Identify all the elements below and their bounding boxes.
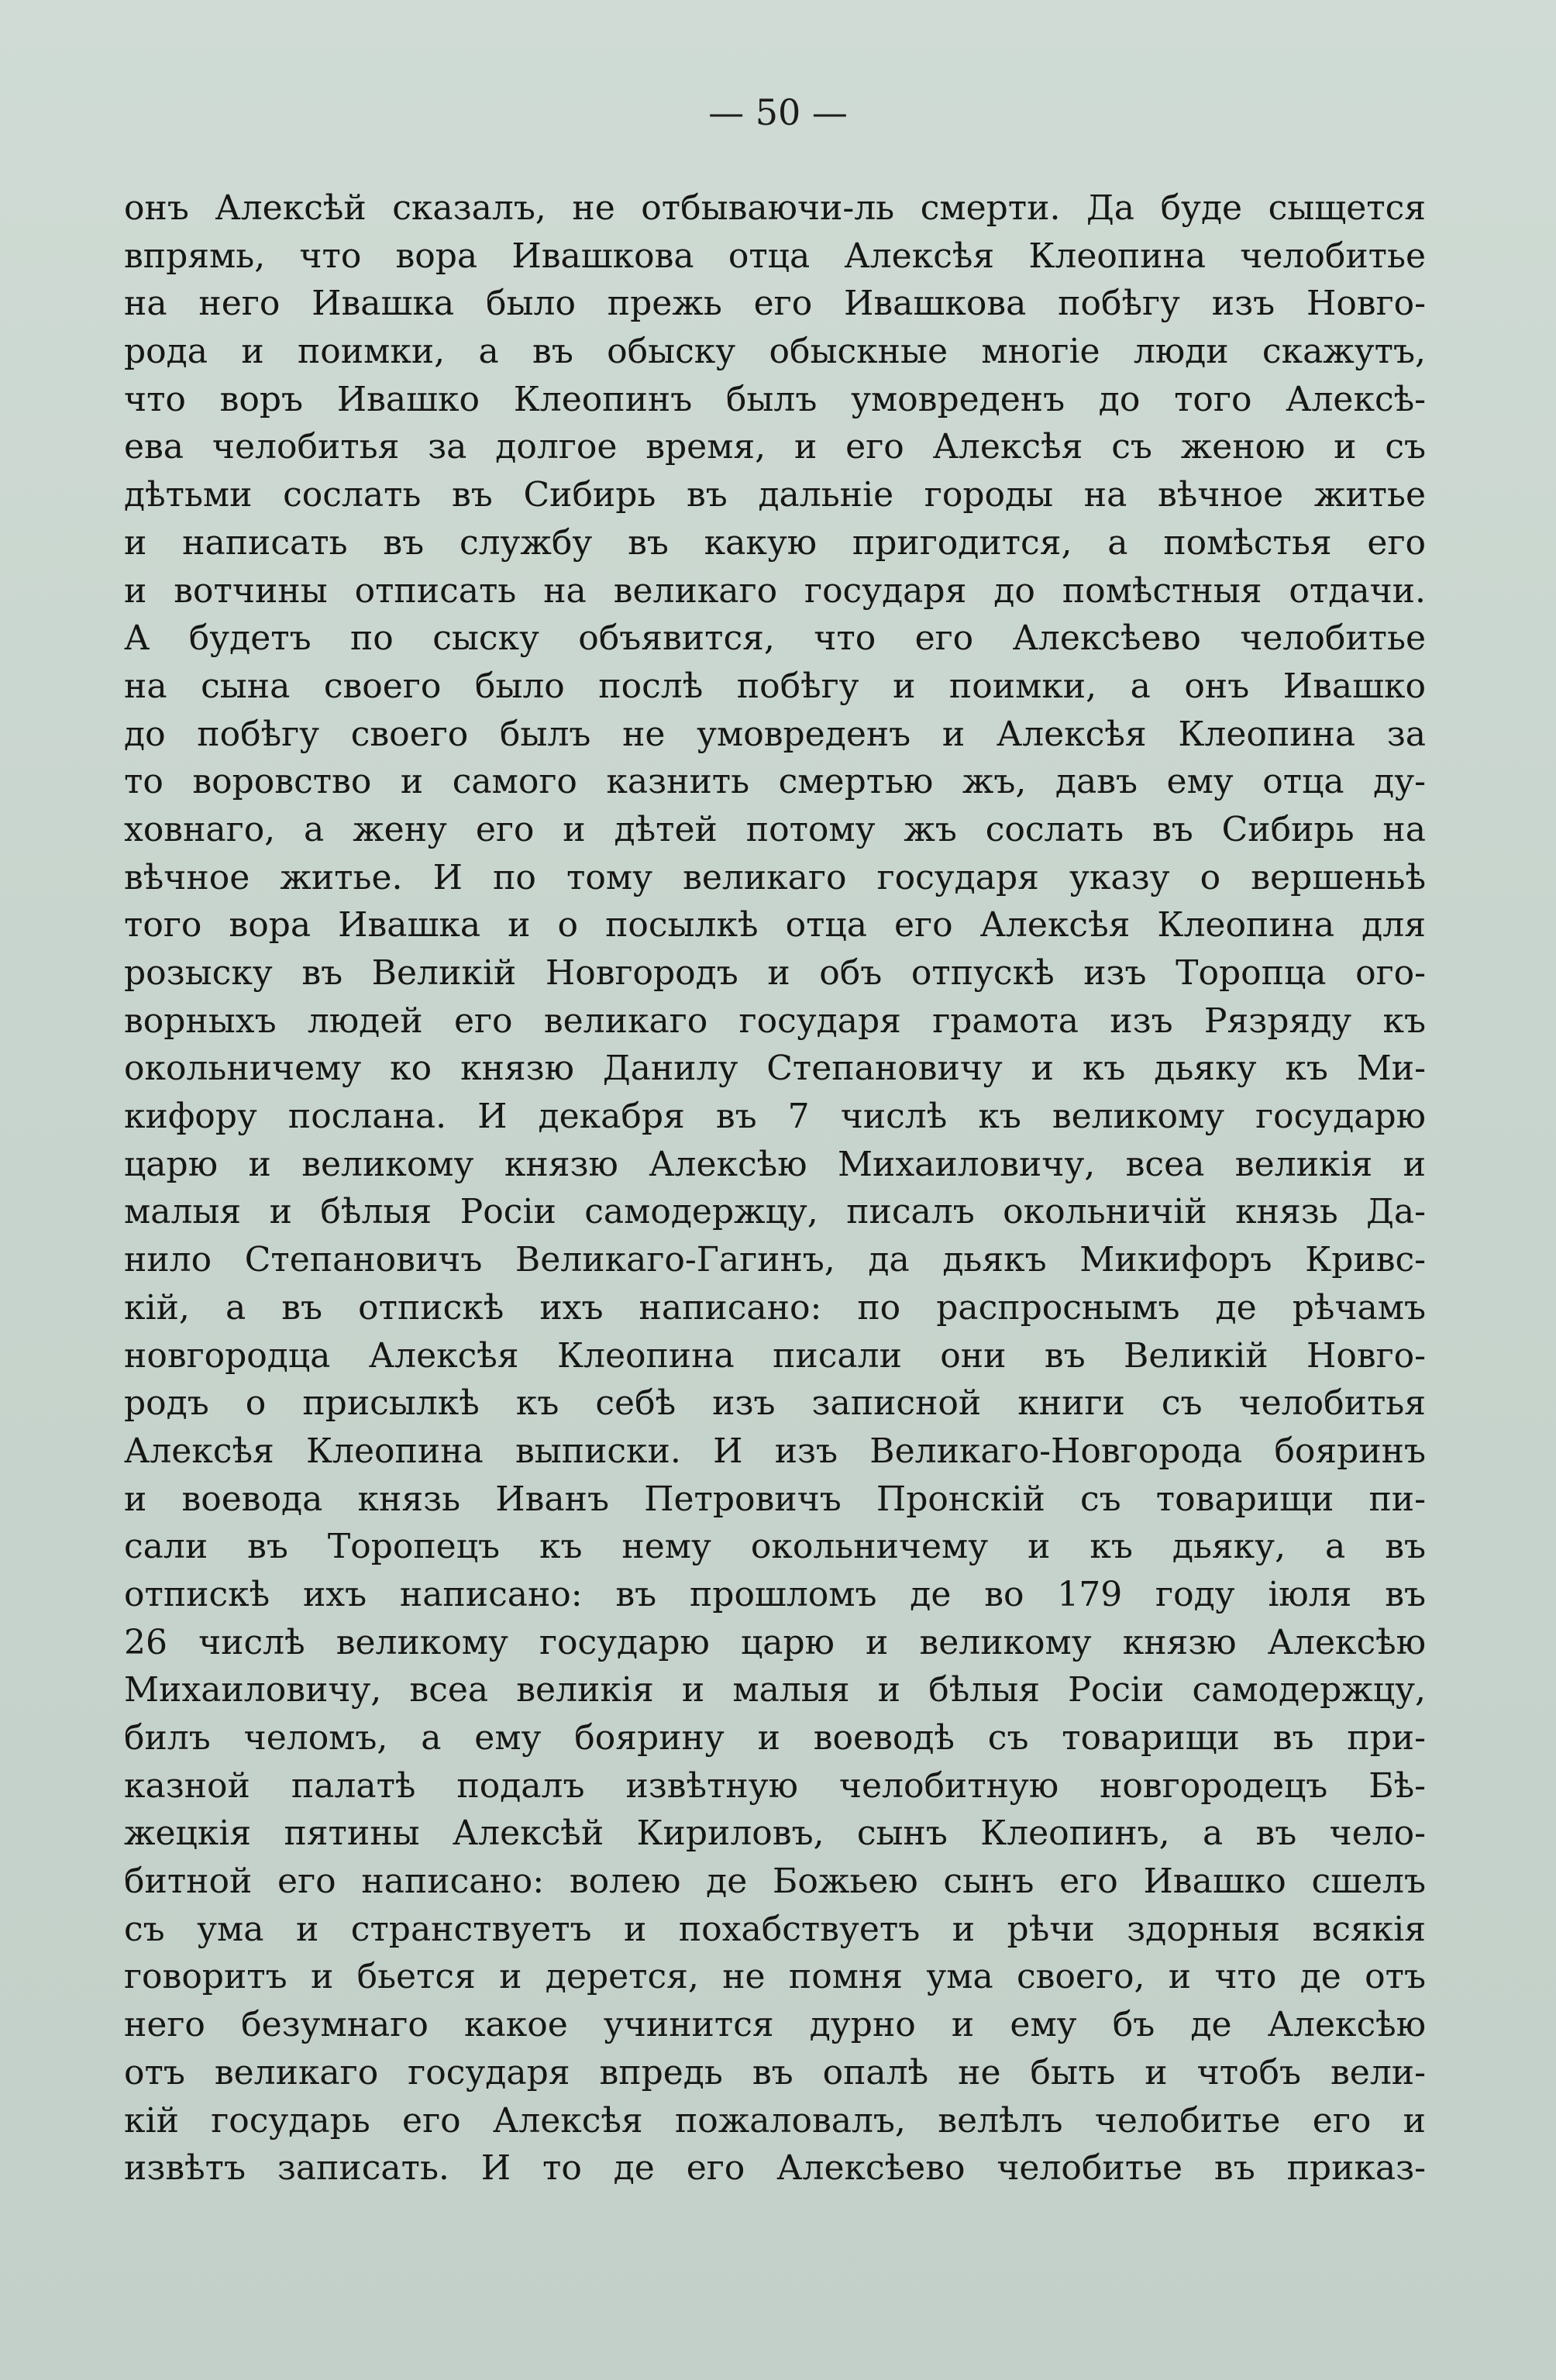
text-line: и написать въ службу въ какую пригодится, а помѣстья его: [124, 522, 1426, 563]
text-line: окольничему ко князю Данилу Степановичу и къ дьяку къ Ми-: [124, 1049, 1426, 1089]
text-line: и воевода князь Иванъ Петровичъ Пронскій съ товарищи пи-: [124, 1479, 1426, 1519]
text-line: вѣчное житье. И по тому великаго государя указу о вершеньѣ: [124, 857, 1426, 897]
text-line: сали въ Торопецъ къ нему окольничему и къ дьяку, а въ: [124, 1527, 1426, 1567]
text-line: ева челобитья за долгое время, и его Алексѣя съ женою и съ: [124, 427, 1426, 467]
text-line: на сына своего было послѣ побѣгу и поимки, а онъ Ивашко: [124, 666, 1426, 706]
text-line: кифору послана. И декабря въ 7 числѣ къ великому государю: [124, 1097, 1426, 1137]
page-number: — 50 —: [708, 91, 848, 133]
text-line: А будетъ по сыску объявится, что его Алексѣево челобитье: [124, 618, 1426, 659]
text-line: него безумнаго какое учинится дурно и ему бъ де Алексѣю: [124, 2005, 1426, 2045]
text-line: извѣтъ записать. И то де его Алексѣево челобитье въ приказ-: [124, 2148, 1426, 2189]
text-line: родъ о присылкѣ къ себѣ изъ записной книги съ челобитья: [124, 1383, 1426, 1424]
text-line: на него Ивашка было прежь его Ивашкова побѣгу изъ Новго-: [124, 284, 1426, 324]
text-line: что воръ Ивашко Клеопинъ былъ умовреденъ до того Алексѣ-: [124, 379, 1426, 419]
text-line: отъ великаго государя впредь въ опалѣ не быть и чтобъ вели-: [124, 2052, 1426, 2092]
text-line: отпискѣ ихъ написано: въ прошломъ де во 179 году іюля въ: [124, 1574, 1426, 1614]
text-line: онъ Алексѣй сказалъ, не отбываючи-ль смерти. Да буде сыщется: [124, 188, 1426, 228]
text-line: съ ума и странствуетъ и похабствуетъ и рѣчи здорныя всякія: [124, 1909, 1426, 1949]
text-line: Михаиловичу, всеа великія и малыя и бѣлыя Росіи самодержцу,: [124, 1670, 1426, 1710]
text-line: розыску въ Великій Новгородъ и объ отпускѣ изъ Торопца ого-: [124, 953, 1426, 993]
text-line: билъ челомъ, а ему боярину и воеводѣ съ товарищи въ при-: [124, 1718, 1426, 1758]
text-line: ховнаго, а жену его и дѣтей потому жъ сослать въ Сибирь на: [124, 809, 1426, 849]
text-line: малыя и бѣлыя Росіи самодержцу, писалъ окольничій князь Да-: [124, 1192, 1426, 1232]
text-line: казной палатѣ подалъ извѣтную челобитную новгородецъ Бѣ-: [124, 1765, 1426, 1806]
text-line: до побѣгу своего былъ не умовреденъ и Алексѣя Клеопина за: [124, 714, 1426, 754]
text-line: дѣтьми сослать въ Сибирь въ дальніе городы на вѣчное житье: [124, 475, 1426, 515]
text-line: то воровство и самого казнить смертью жъ, давъ ему отца ду-: [124, 762, 1426, 802]
text-line: нило Степановичъ Великаго-Гагинъ, да дьякъ Микифоръ Кривс-: [124, 1240, 1426, 1280]
body-text: [124, 184, 1426, 2192]
text-line: Алексѣя Клеопина выписки. И изъ Великаго-Новгорода бояринъ: [124, 1431, 1426, 1471]
text-line: впрямь, что вора Ивашкова отца Алексѣя Клеопина челобитье: [124, 236, 1426, 276]
text-line: битной его написано: волею де Божьею сынъ его Ивашко сшелъ: [124, 1862, 1426, 1902]
text-line: ворныхъ людей его великаго государя грамота изъ Рязряду къ: [124, 1001, 1426, 1041]
text-line: царю и великому князю Алексѣю Михаиловичу, всеа великія и: [124, 1144, 1426, 1184]
text-line: того вора Ивашка и о посылкѣ отца его Алексѣя Клеопина для: [124, 905, 1426, 945]
text-line: говоритъ и бьется и дерется, не помня ума своего, и что де отъ: [124, 1957, 1426, 1997]
text-line: кій, а въ отпискѣ ихъ написано: по распроснымъ де рѣчамъ: [124, 1287, 1426, 1328]
text-line: рода и поимки, а въ обыску обыскные многіе люди скажутъ,: [124, 332, 1426, 372]
text-line: новгородца Алексѣя Клеопина писали они въ Великій Новго-: [124, 1335, 1426, 1376]
text-line: кій государь его Алексѣя пожаловалъ, велѣлъ челобитье его и: [124, 2100, 1426, 2141]
text-line: жецкія пятины Алексѣй Кириловъ, сынъ Клеопинъ, а въ чело-: [124, 1813, 1426, 1854]
text-line: и вотчины отписать на великаго государя до помѣстныя отдачи.: [124, 570, 1426, 611]
text-line: 26 числѣ великому государю царю и великому князю Алексѣю: [124, 1622, 1426, 1662]
